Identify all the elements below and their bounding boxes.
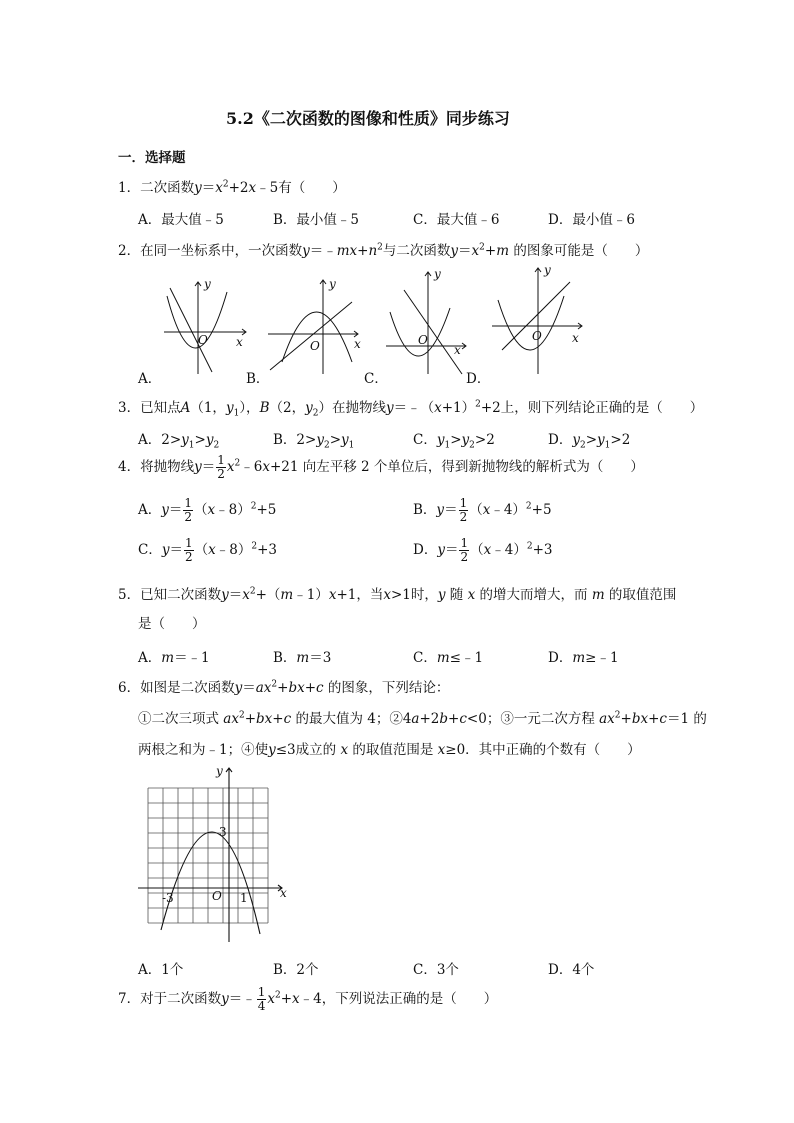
q3-option-b[interactable]: B．$2>y_2>y_1$ bbox=[273, 432, 355, 451]
q4-option-b[interactable]: B．y＝ $\frac{1}{2}$ （x﹣4）$^2$+5 bbox=[413, 496, 552, 524]
graph-y-label: y bbox=[216, 764, 223, 778]
q2-label-c[interactable]: C． bbox=[364, 371, 388, 387]
question-6-line2: ①二次三项式 $ax^2+bx+c$ 的最大值为 4；②4a+2b+c<0；③一元二次方程 $ax^2+bx+c=1$ 的 bbox=[138, 710, 707, 727]
q3-option-a[interactable]: A．$2>y_1>y_2$ bbox=[138, 432, 220, 451]
question-5-cont: 是（ ） bbox=[138, 616, 206, 632]
graph-c bbox=[386, 272, 466, 374]
graph-a bbox=[164, 282, 246, 374]
question-6: 6．如图是二次函数$y=ax^2+bx+c$ 的图象，下列结论： bbox=[118, 679, 450, 696]
axis-label-y: y bbox=[434, 267, 441, 281]
q2-label-b[interactable]: B． bbox=[246, 371, 270, 387]
q6-option-b[interactable]: B．2个 bbox=[273, 962, 319, 978]
origin-label: O bbox=[310, 339, 320, 353]
q1-option-b[interactable]: B．最小值﹣5 bbox=[273, 212, 360, 228]
q1-option-a[interactable]: A．最大值﹣5 bbox=[138, 212, 224, 228]
q6-option-a[interactable]: A．1个 bbox=[138, 962, 184, 978]
origin-label: O bbox=[418, 333, 428, 347]
graph-origin-label: O bbox=[212, 889, 222, 903]
q3-option-c[interactable]: C．$y_1>y_2>2$ bbox=[413, 432, 495, 451]
q5-option-a[interactable]: A．m＝﹣1 bbox=[138, 650, 210, 666]
page-title: 5.2《二次函数的图像和性质》同步练习 bbox=[226, 109, 510, 128]
q5-option-c[interactable]: C．m≤﹣1 bbox=[413, 650, 484, 666]
q3-option-d[interactable]: D．$y_2>y_1>2$ bbox=[548, 432, 631, 451]
q2-label-d[interactable]: D． bbox=[466, 371, 491, 387]
axis-label-y: y bbox=[204, 277, 211, 291]
graph-tick-1: 1 bbox=[240, 891, 248, 905]
q4-option-d[interactable]: D．y＝ $\frac{1}{2}$ （x﹣4）$^2$+3 bbox=[413, 536, 553, 564]
q2-label-a[interactable]: A． bbox=[138, 371, 162, 387]
q6-option-c[interactable]: C．3个 bbox=[413, 962, 459, 978]
q6-option-d[interactable]: D．4个 bbox=[548, 962, 595, 978]
graph-x-label: x bbox=[280, 886, 287, 900]
question-2: 2．在同一坐标系中，一次函数$y=﹣mx+n^2$与二次函数$y=x^2+m$ 的图象可能是（ ） bbox=[118, 242, 649, 259]
axis-label-x: x bbox=[572, 331, 579, 345]
q4-option-c[interactable]: C．y＝ $\frac{1}{2}$ （x﹣8）$^2$+3 bbox=[138, 536, 277, 564]
q5-option-d[interactable]: D．m≥﹣1 bbox=[548, 650, 619, 666]
q6-graph bbox=[132, 762, 292, 948]
question-3: 3．已知点A（1，$y_1$），B（2，$y_2$）在抛物线$y=﹣(x+1)^2+2$上，则下列结论正确的是（ ） bbox=[118, 399, 704, 419]
question-4: 4．将抛物线y＝ $\frac{1}{2}$ $x^2﹣6x+21$ 向左平移 2 个单位后，得到新抛物线的解析式为（ ） bbox=[118, 453, 644, 481]
section-heading: 一．选择题 bbox=[118, 150, 186, 166]
question-7: 7．对于二次函数y＝﹣ $\frac{1}{4}$ $x^2+x﹣4$，下列说法正确的是（ ） bbox=[118, 985, 498, 1013]
axis-label-x: x bbox=[354, 337, 361, 351]
axis-label-x: x bbox=[236, 335, 243, 349]
axis-label-y: y bbox=[329, 277, 336, 291]
axis-label-x: x bbox=[454, 343, 461, 357]
graph-d bbox=[492, 268, 582, 374]
graph-tick-3: 3 bbox=[219, 825, 227, 839]
q1-option-d[interactable]: D．最小值﹣6 bbox=[548, 212, 635, 228]
q5-option-b[interactable]: B．m＝3 bbox=[273, 650, 332, 666]
question-5: 5．已知二次函数$y=x^2+(m﹣1)x+1$，当x>1时，y 随 x 的增大而增大，而 m 的取值范围 bbox=[118, 586, 677, 603]
axis-label-y: y bbox=[544, 263, 551, 277]
question-6-line3: 两根之和为﹣1；④使y≤3成立的 x 的取值范围是 x≥0．其中正确的个数有（ ） bbox=[138, 742, 641, 758]
q2-graphs bbox=[130, 262, 600, 384]
q4-option-a[interactable]: A．y＝ $\frac{1}{2}$ （x﹣8）$^2$+5 bbox=[138, 496, 277, 524]
question-1: 1．二次函数$y=x^2+2x﹣5$有（ ） bbox=[118, 179, 346, 196]
origin-label: O bbox=[532, 329, 542, 343]
graph-tick-neg3: -3 bbox=[162, 891, 174, 905]
origin-label: O bbox=[198, 333, 208, 347]
graph-b bbox=[268, 280, 358, 374]
q1-option-c[interactable]: C．最大值﹣6 bbox=[413, 212, 500, 228]
